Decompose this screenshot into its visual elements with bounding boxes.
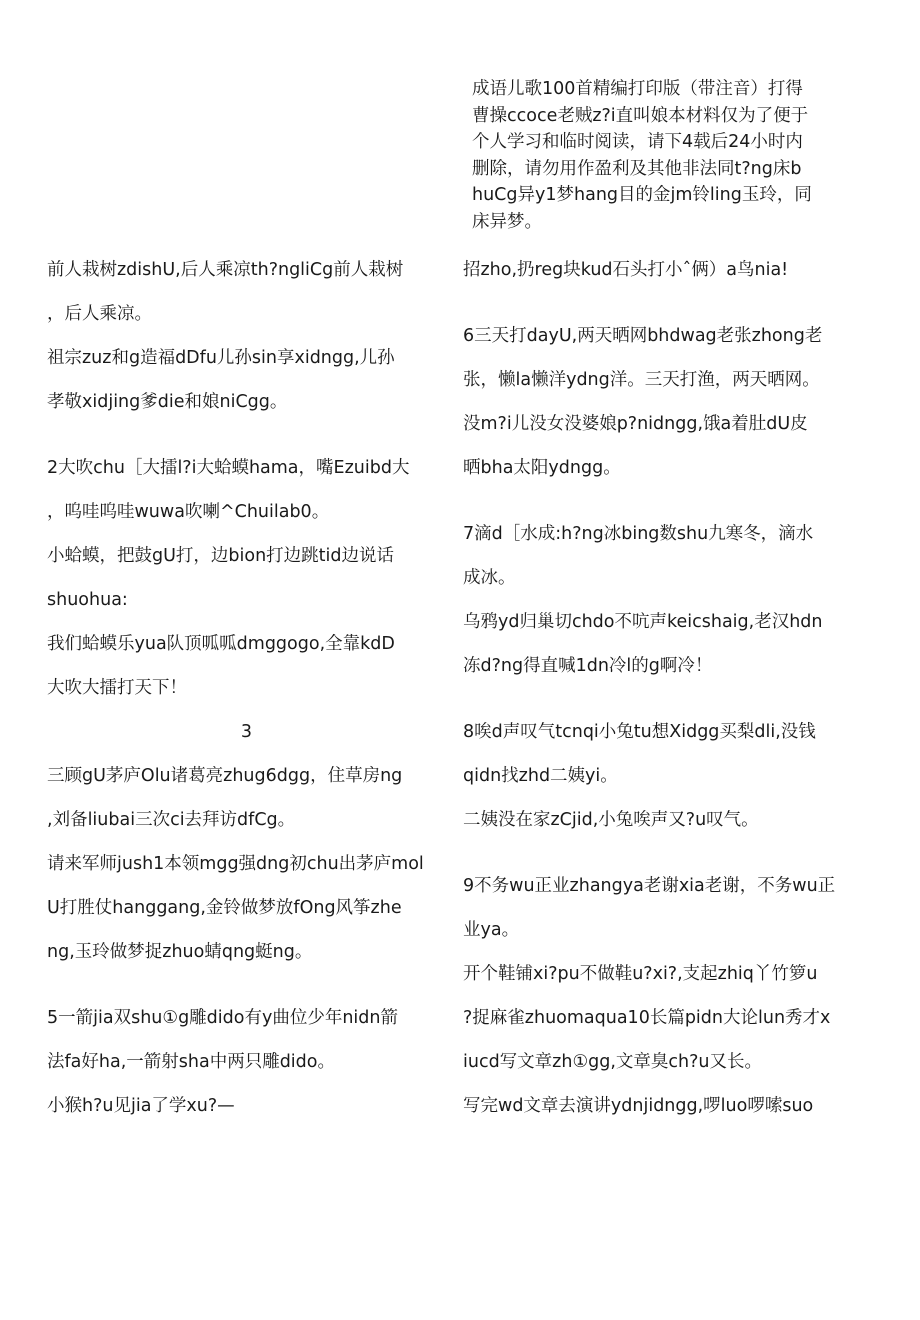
header-line: 删除，请勿用作盈利及其他非法同t?ng床b: [472, 158, 802, 179]
text-line: 法fa好ha,一箭射sha中两只雕dido。: [47, 1052, 335, 1072]
text-line: 三顾gU茅庐Olu诸葛亮zhug6dgg，住草房ng: [47, 766, 403, 786]
text-line: 二姨没在家zCjid,小兔唉声又?u叹气。: [463, 810, 759, 830]
text-line: ，后人乘凉。: [47, 304, 152, 324]
text-line: 张，懒la懒洋ydng洋。三天打渔，两天晒网。: [463, 370, 820, 390]
text-line: 9不务wu正业zhangya老谢xia老谢，不务wu正: [463, 876, 836, 896]
stanza-gap: [463, 850, 868, 872]
stanza-gap: [463, 300, 868, 322]
text-line: iucd写文章zh①gg,文章臭ch?u又长。: [463, 1052, 763, 1072]
stanza-gap: [47, 432, 452, 454]
stanza-gap: [463, 498, 868, 520]
text-line: 7滴d［水成:h?ng冰bing数shu九寒冬，滴水: [463, 524, 814, 544]
stanza-gap: [47, 982, 452, 1004]
text-line: 成冰。: [463, 568, 516, 588]
text-line: 没m?i儿没女没婆娘p?nidngg,饿a着肚dU皮: [463, 414, 808, 434]
text-line: 写完wd文章去演讲ydnjidngg,啰luo啰嗦suo: [463, 1096, 814, 1116]
text-line: 祖宗zuz和g造福dDfu儿孙sin享xidngg,儿孙: [47, 348, 395, 368]
text-line: 请来军师jush1本领mgg强dng初chu出茅庐mol: [47, 854, 424, 874]
text-line: 8唉d声叹气tcnqi小兔tu想Xidgg买梨dli,没钱: [463, 722, 816, 742]
header-line: 成语儿歌100首精编打印版（带注音）打得: [472, 79, 803, 99]
text-line: shuohua:: [47, 590, 128, 610]
left-text-column: [47, 256, 452, 1136]
text-line: 6三天打dayU,两天晒网bhdwag老张zhong老: [463, 326, 823, 346]
header-line: 个人学习和临时阅读，请下4载后24小时内: [472, 132, 803, 152]
text-line: qidn找zhd二姨yi。: [463, 766, 618, 786]
text-line: ?捉麻雀zhuomaqua10长篇pidn大论lun秀才x: [463, 1008, 831, 1028]
text-line: 5一箭jia双shu①g雕dido有y曲位少年nidn箭: [47, 1008, 398, 1028]
document-header-block: [472, 76, 857, 235]
right-text-column: [463, 256, 868, 1136]
header-line: 床异梦。: [472, 211, 542, 232]
header-line: huCg异y1梦hang目的金jm铃ling玉玲，同: [472, 185, 812, 205]
text-line: 招zho,扔reg块kud石头打小ˆ俩）a鸟nia!: [463, 260, 789, 280]
text-line: 晒bha太阳ydngg。: [463, 458, 621, 478]
text-line: ng,玉玲做梦捉zhuo蜻qng蜓ng。: [47, 942, 313, 962]
header-line: 曹操ccoce老贼z?i直叫娘本材料仅为了便于: [472, 105, 809, 126]
text-line: 孝敬xidjing爹die和娘niCgg。: [47, 392, 288, 412]
text-line: 我们蛤蟆乐yua队顶呱呱dmggogo,全靠kdD: [47, 634, 395, 654]
text-line: 乌鸦yd归巢切chdo不吭声keicshaig,老汉hdn: [463, 612, 823, 632]
text-line: 前人栽树zdishU,后人乘凉th?ngliCg前人栽树: [47, 260, 404, 280]
text-line: 冻d?ng得直喊1dn冷l的g啊冷！: [463, 656, 713, 676]
text-line: 开个鞋铺xi?pu不做鞋u?xi?,支起zhiq丫竹箩u: [463, 964, 818, 984]
text-line: U打胜仗hanggang,金铃做梦放fOng风筝zhe: [47, 898, 402, 918]
text-line: ，呜哇呜哇wuwa吹喇^Chuilab0。: [47, 502, 330, 522]
text-line: 小蛤蟆，把鼓gU打，边bion打边跳tid边说话: [47, 546, 395, 566]
text-line: 小猴h?u见jia了学xu?—: [47, 1096, 235, 1116]
stanza-gap: [463, 696, 868, 718]
section-number: 3: [240, 722, 253, 742]
text-line: ,刘备liubai三次ci去拜访dfCg。: [47, 810, 296, 830]
text-line: 业ya。: [463, 920, 520, 940]
text-line: 大吹大擂打天下！: [47, 678, 187, 698]
text-line: 2大吹chu［大擂l?i大蛤蟆hama，嘴Ezuibd大: [47, 458, 410, 478]
